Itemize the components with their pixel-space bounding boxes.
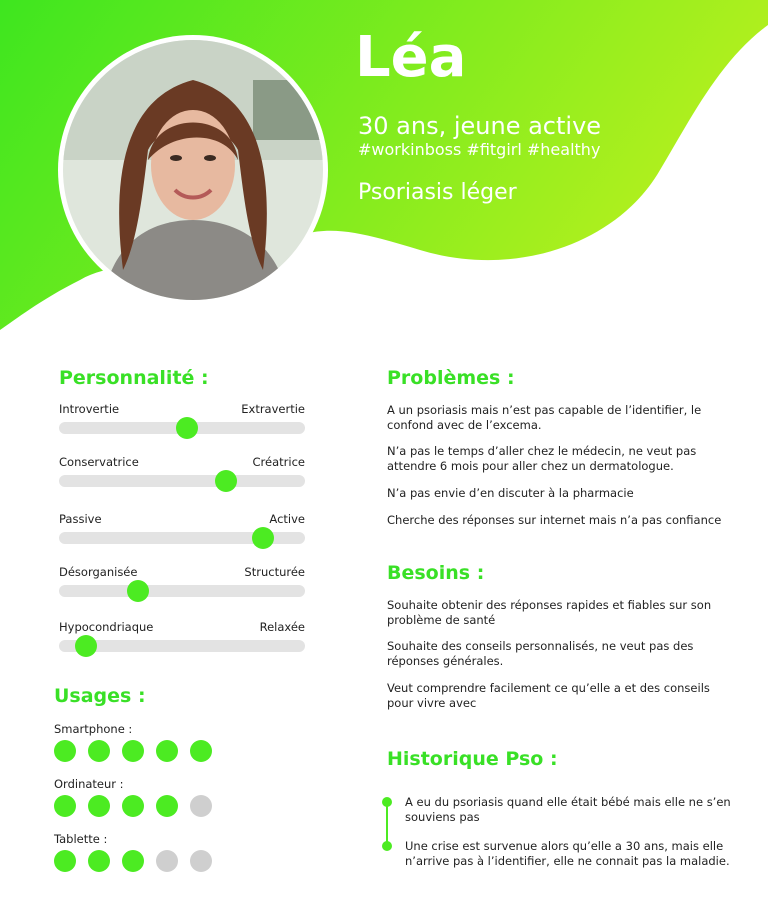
usage-dot (88, 850, 110, 872)
needs-title: Besoins : (387, 562, 485, 584)
timeline-dot (382, 841, 392, 851)
profile-photo (58, 35, 328, 305)
slider-track (59, 532, 305, 544)
slider-left-label: Conservatrice (59, 455, 139, 469)
usage-dot (54, 795, 76, 817)
portrait-image (63, 40, 323, 300)
usage-dot (88, 740, 110, 762)
slider-left-label: Introvertie (59, 402, 120, 416)
history-title: Historique Pso : (387, 748, 558, 770)
usages-title: Usages : (54, 685, 146, 707)
usage-dot (88, 795, 110, 817)
usage-label: Ordinateur : (54, 777, 124, 791)
persona-age: 30 ans, jeune active (358, 112, 602, 140)
slider-right-label: Extravertie (241, 402, 305, 416)
need-item: Veut comprendre facilement ce qu’elle a et des conseils pour vivre avec (387, 681, 710, 710)
persona-hashtags: #workinboss #fitgirl #healthy (358, 140, 601, 159)
need-item: Souhaite des conseils personnalisés, ne veut pas des réponses générales. (387, 639, 694, 668)
slider-knob (252, 527, 274, 549)
slider-left-label: Désorganisée (59, 565, 138, 579)
problem-item: Cherche des réponses sur internet mais n’a pas confiance (387, 513, 722, 527)
slider-knob (215, 470, 237, 492)
usage-label: Tablette : (54, 832, 108, 846)
personality-slider (59, 455, 305, 487)
slider-right-label: Structurée (244, 565, 305, 579)
slider-track (59, 422, 305, 434)
usage-dot (122, 740, 144, 762)
slider-left-label: Hypocondriaque (59, 620, 154, 634)
usage-dot (54, 850, 76, 872)
problem-item: N’a pas le temps d’aller chez le médecin, ne veut pas attendre 6 mois pour aller chez un dermatologue. (387, 444, 697, 473)
timeline-dot (382, 797, 392, 807)
problem-item: A un psoriasis mais n’est pas capable de l’identifier, le confond avec de l’excema. (387, 403, 702, 432)
usage-dots-ordinateur (54, 795, 212, 817)
slider-left-label: Passive (59, 512, 102, 526)
usage-dot (156, 740, 178, 762)
slider-knob (176, 417, 198, 439)
usage-dot (122, 850, 144, 872)
usage-dots-tablette (54, 850, 212, 872)
persona-condition: Psoriasis léger (358, 180, 517, 205)
usage-dot (190, 795, 212, 817)
personality-slider (59, 512, 305, 544)
history-item: A eu du psoriasis quand elle était bébé mais elle ne s’en souviens pas (405, 795, 731, 824)
history-item: Une crise est survenue alors qu’elle a 30 ans, mais elle n’arrive pas à l’identifier, elle ne connait pas la maladie. (405, 839, 730, 868)
usage-label: Smartphone : (54, 722, 133, 736)
slider-right-label: Active (269, 512, 305, 526)
personality-slider (59, 620, 305, 652)
slider-knob (127, 580, 149, 602)
usage-dot (156, 850, 178, 872)
slider-knob (75, 635, 97, 657)
usage-dot (190, 740, 212, 762)
usage-dot (54, 740, 76, 762)
slider-track (59, 640, 305, 652)
need-item: Souhaite obtenir des réponses rapides et fiables sur son problème de santé (387, 598, 712, 627)
usage-dot (156, 795, 178, 817)
usage-dot (190, 850, 212, 872)
personality-slider (59, 402, 305, 434)
problem-item: N’a pas envie d’en discuter à la pharmacie (387, 486, 634, 500)
slider-right-label: Créatrice (252, 455, 305, 469)
usage-dot (122, 795, 144, 817)
problems-title: Problèmes : (387, 367, 515, 389)
persona-name: Léa (355, 25, 467, 90)
usage-dots-smartphone (54, 740, 212, 762)
slider-right-label: Relaxée (259, 620, 305, 634)
personality-slider (59, 565, 305, 597)
slider-track (59, 585, 305, 597)
slider-track (59, 475, 305, 487)
personality-title: Personnalité : (59, 367, 209, 389)
